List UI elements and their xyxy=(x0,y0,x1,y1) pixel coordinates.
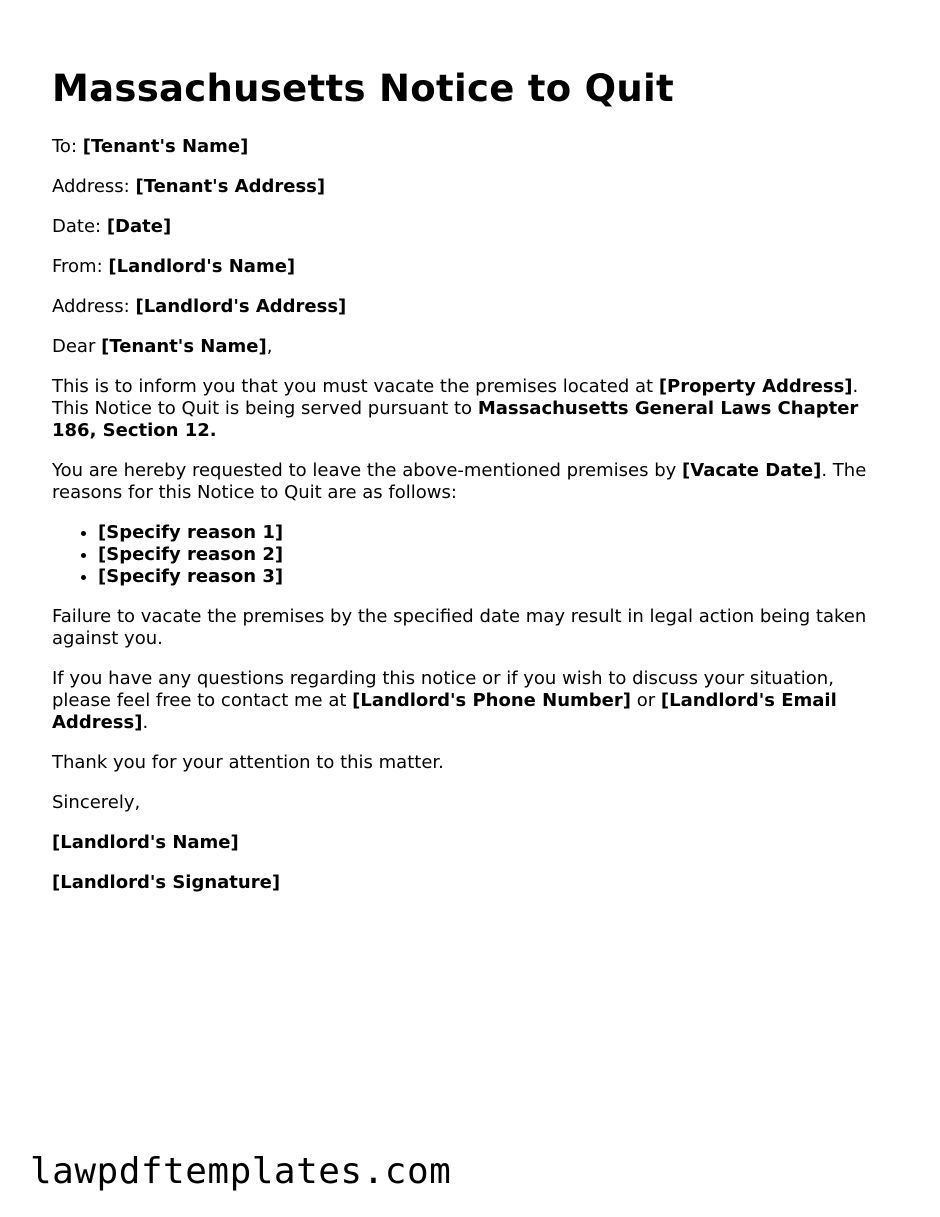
para2-text1: You are hereby requested to leave the above-mentioned premises by xyxy=(52,460,677,481)
landlord-address-line xyxy=(52,296,892,318)
landlord-address-label: Address: xyxy=(52,296,130,317)
to-label: To: xyxy=(52,136,78,157)
para4-text2: or xyxy=(636,690,656,711)
paragraph-failure-warning: Failure to vacate the premises by the specified date may result in legal action being taken against you. xyxy=(52,606,867,649)
paragraph-thanks: Thank you for your attention to this matter. xyxy=(52,752,444,773)
list-item: • [Specify reason 3] xyxy=(98,566,892,588)
tenant-address-label: Address: xyxy=(52,176,130,197)
to-line xyxy=(52,136,892,158)
from-value: [Landlord's Name] xyxy=(108,256,296,277)
from-label: From: xyxy=(52,256,103,277)
tenant-address-line xyxy=(52,176,892,198)
tenant-address-value: [Tenant's Address] xyxy=(135,176,326,197)
para2-text2: . The reasons for this Notice to Quit are as follows: xyxy=(52,460,867,503)
vacate-date: [Vacate Date] xyxy=(682,460,822,481)
date-value: [Date] xyxy=(106,216,172,237)
salutation xyxy=(52,336,892,358)
reasons-list xyxy=(52,522,892,588)
from-line xyxy=(52,256,892,278)
footer-brand-watermark: lawpdftemplates.com xyxy=(30,1151,452,1192)
signoff-signature xyxy=(52,872,892,894)
landlord-address-value: [Landlord's Address] xyxy=(135,296,347,317)
salutation-name: [Tenant's Name] xyxy=(101,336,267,357)
para1-text1: This is to inform you that you must vacate the premises located at xyxy=(52,376,654,397)
list-item: • [Specify reason 1] xyxy=(98,522,892,544)
signoff-name-value: [Landlord's Name] xyxy=(52,832,239,853)
salutation-prefix: Dear xyxy=(52,336,96,357)
paragraph-vacate-notice xyxy=(52,376,892,442)
signoff-name xyxy=(52,832,892,854)
to-value: [Tenant's Name] xyxy=(82,136,249,157)
paragraph-vacate-date xyxy=(52,460,892,504)
property-address: [Property Address] xyxy=(658,376,853,397)
salutation-suffix: , xyxy=(266,336,273,357)
para1-text2: . This Notice to Quit is being served pursuant to xyxy=(52,376,859,419)
para4-text3: . xyxy=(142,712,149,733)
paragraph-contact xyxy=(52,668,892,734)
landlord-phone: [Landlord's Phone Number] xyxy=(352,690,631,711)
law-citation: Massachusetts General Laws Chapter 186, Section 12. xyxy=(52,398,859,441)
date-line xyxy=(52,216,892,238)
document-page xyxy=(52,66,892,912)
page-title: Massachusetts Notice to Quit xyxy=(52,67,675,110)
para4-text1: If you have any questions regarding this notice or if you wish to discuss your situation, please feel free to contact me at xyxy=(52,668,834,711)
signoff-signature-value: [Landlord's Signature] xyxy=(52,872,281,893)
landlord-email: [Landlord's Email Address] xyxy=(52,690,837,733)
closing: Sincerely, xyxy=(52,792,141,813)
date-label: Date: xyxy=(52,216,102,237)
list-item: • [Specify reason 2] xyxy=(98,544,892,566)
